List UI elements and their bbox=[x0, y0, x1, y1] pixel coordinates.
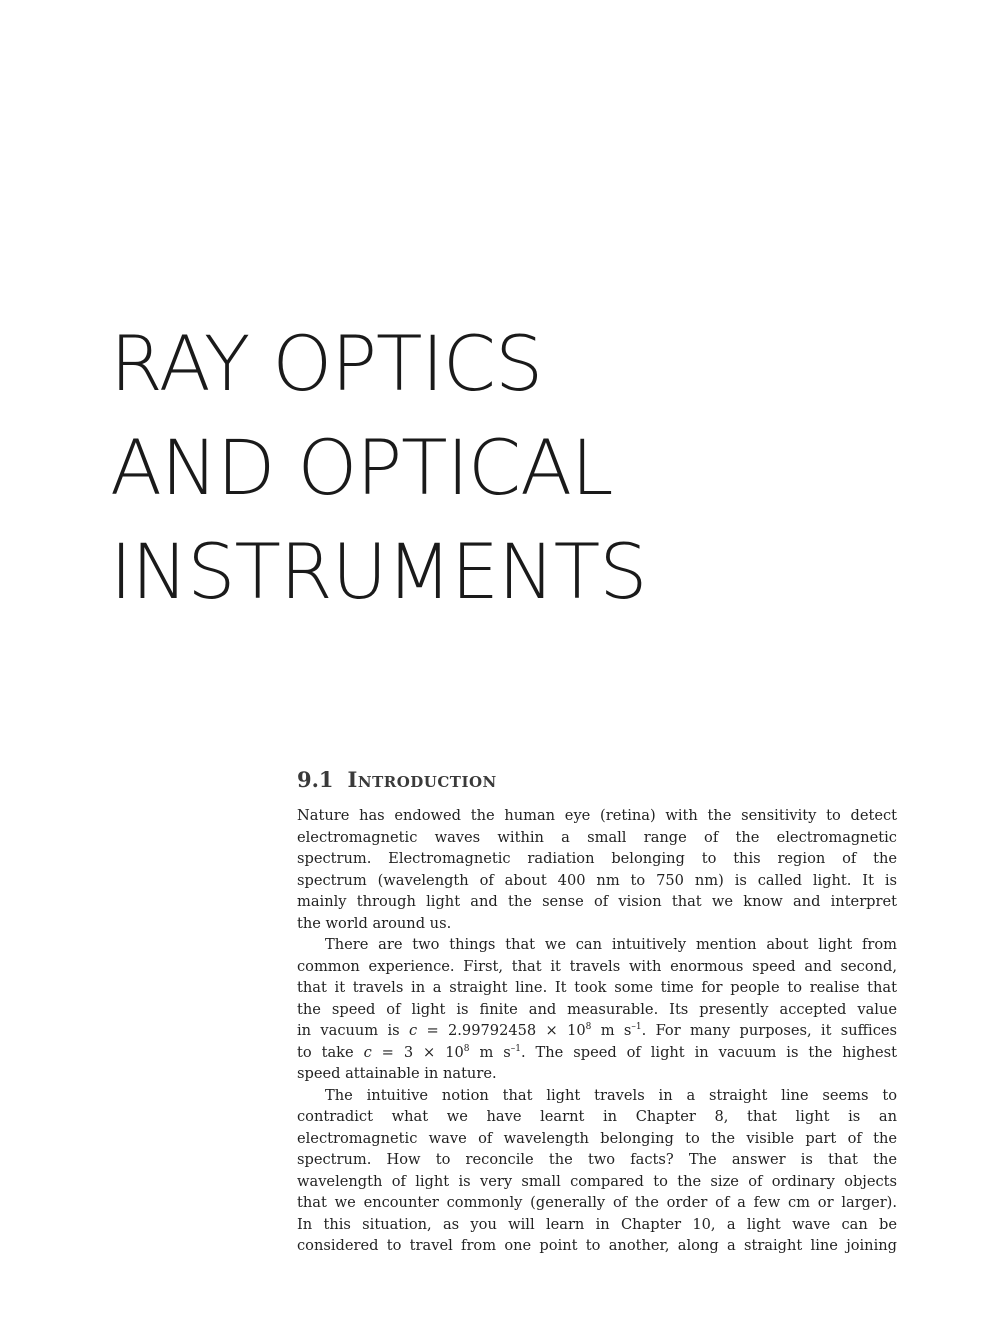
chapter-title bbox=[110, 312, 810, 624]
paragraph-line-speed-approx: to take $c = 3 \times 10^8$ m $s^{-1}$. The speed of light in vacuum is the highest bbox=[297, 1043, 898, 1061]
paragraph-line: that we encounter commonly (generally of the order of a few cm or larger). bbox=[297, 1194, 897, 1211]
paragraph-3 bbox=[297, 1085, 897, 1257]
paragraph-1 bbox=[297, 805, 897, 934]
paragraph-line: spectrum (wavelength of about 400 nm to 750 nm) is called light. It is bbox=[297, 871, 897, 889]
section-number: 9.1 bbox=[297, 767, 334, 792]
paragraph-line: that it travels in a straight line. It took some time for people to realise that bbox=[297, 979, 897, 996]
paragraph-line: In this situation, as you will learn in Chapter 10, a light wave can be bbox=[297, 1215, 897, 1233]
section-introduction bbox=[297, 765, 897, 1257]
chapter-title-line-2: AND OPTICAL bbox=[110, 423, 613, 512]
paragraph-line: wavelength of light is very small compared to the size of ordinary objects bbox=[297, 1172, 897, 1190]
paragraph-line: There are two things that we can intuitively mention about light from bbox=[325, 936, 897, 953]
paragraph-2 bbox=[297, 934, 897, 1085]
paragraph-line: spectrum. How to reconcile the two facts? The answer is that the bbox=[297, 1151, 897, 1168]
paragraph-line: common experience. First, that it travels with enormous speed and second, bbox=[297, 957, 897, 975]
paragraph-line-speed-value: in vacuum is $c = 2.99792458 \times 10^8$ m $s^{-1}$. For many purposes, it suffices bbox=[297, 1022, 898, 1039]
paragraph-line: electromagnetic wave of wavelength belonging to the visible part of the bbox=[297, 1129, 897, 1147]
variable-c: c bbox=[363, 1043, 372, 1061]
paragraph-line: the speed of light is finite and measurable. Its presently accepted value bbox=[297, 1000, 897, 1018]
paragraph-line: contradict what we have learnt in Chapter 8, that light is an bbox=[297, 1108, 897, 1125]
paragraph-line: electromagnetic waves within a small range of the electromagnetic bbox=[297, 828, 897, 846]
chapter-title-line-3: INSTRUMENTS bbox=[110, 527, 647, 616]
variable-c: c bbox=[408, 1022, 418, 1039]
chapter-title-line-1: RAY OPTICS bbox=[110, 319, 543, 408]
paragraph-line: considered to travel from one point to another, along a straight line joining bbox=[297, 1237, 897, 1254]
section-heading bbox=[297, 765, 897, 795]
paragraph-line: Nature has endowed the human eye (retina) with the sensitivity to detect bbox=[297, 807, 897, 824]
paragraph-line: mainly through light and the sense of vision that we know and interpret bbox=[297, 893, 897, 910]
paragraph-line: the world around us. bbox=[297, 914, 452, 932]
paragraph-line: speed attainable in nature. bbox=[297, 1065, 497, 1082]
paragraph-line: spectrum. Electromagnetic radiation belonging to this region of the bbox=[297, 850, 897, 867]
paragraph-line: The intuitive notion that light travels in a straight line seems to bbox=[325, 1086, 897, 1104]
section-title: Introduction bbox=[347, 767, 497, 792]
